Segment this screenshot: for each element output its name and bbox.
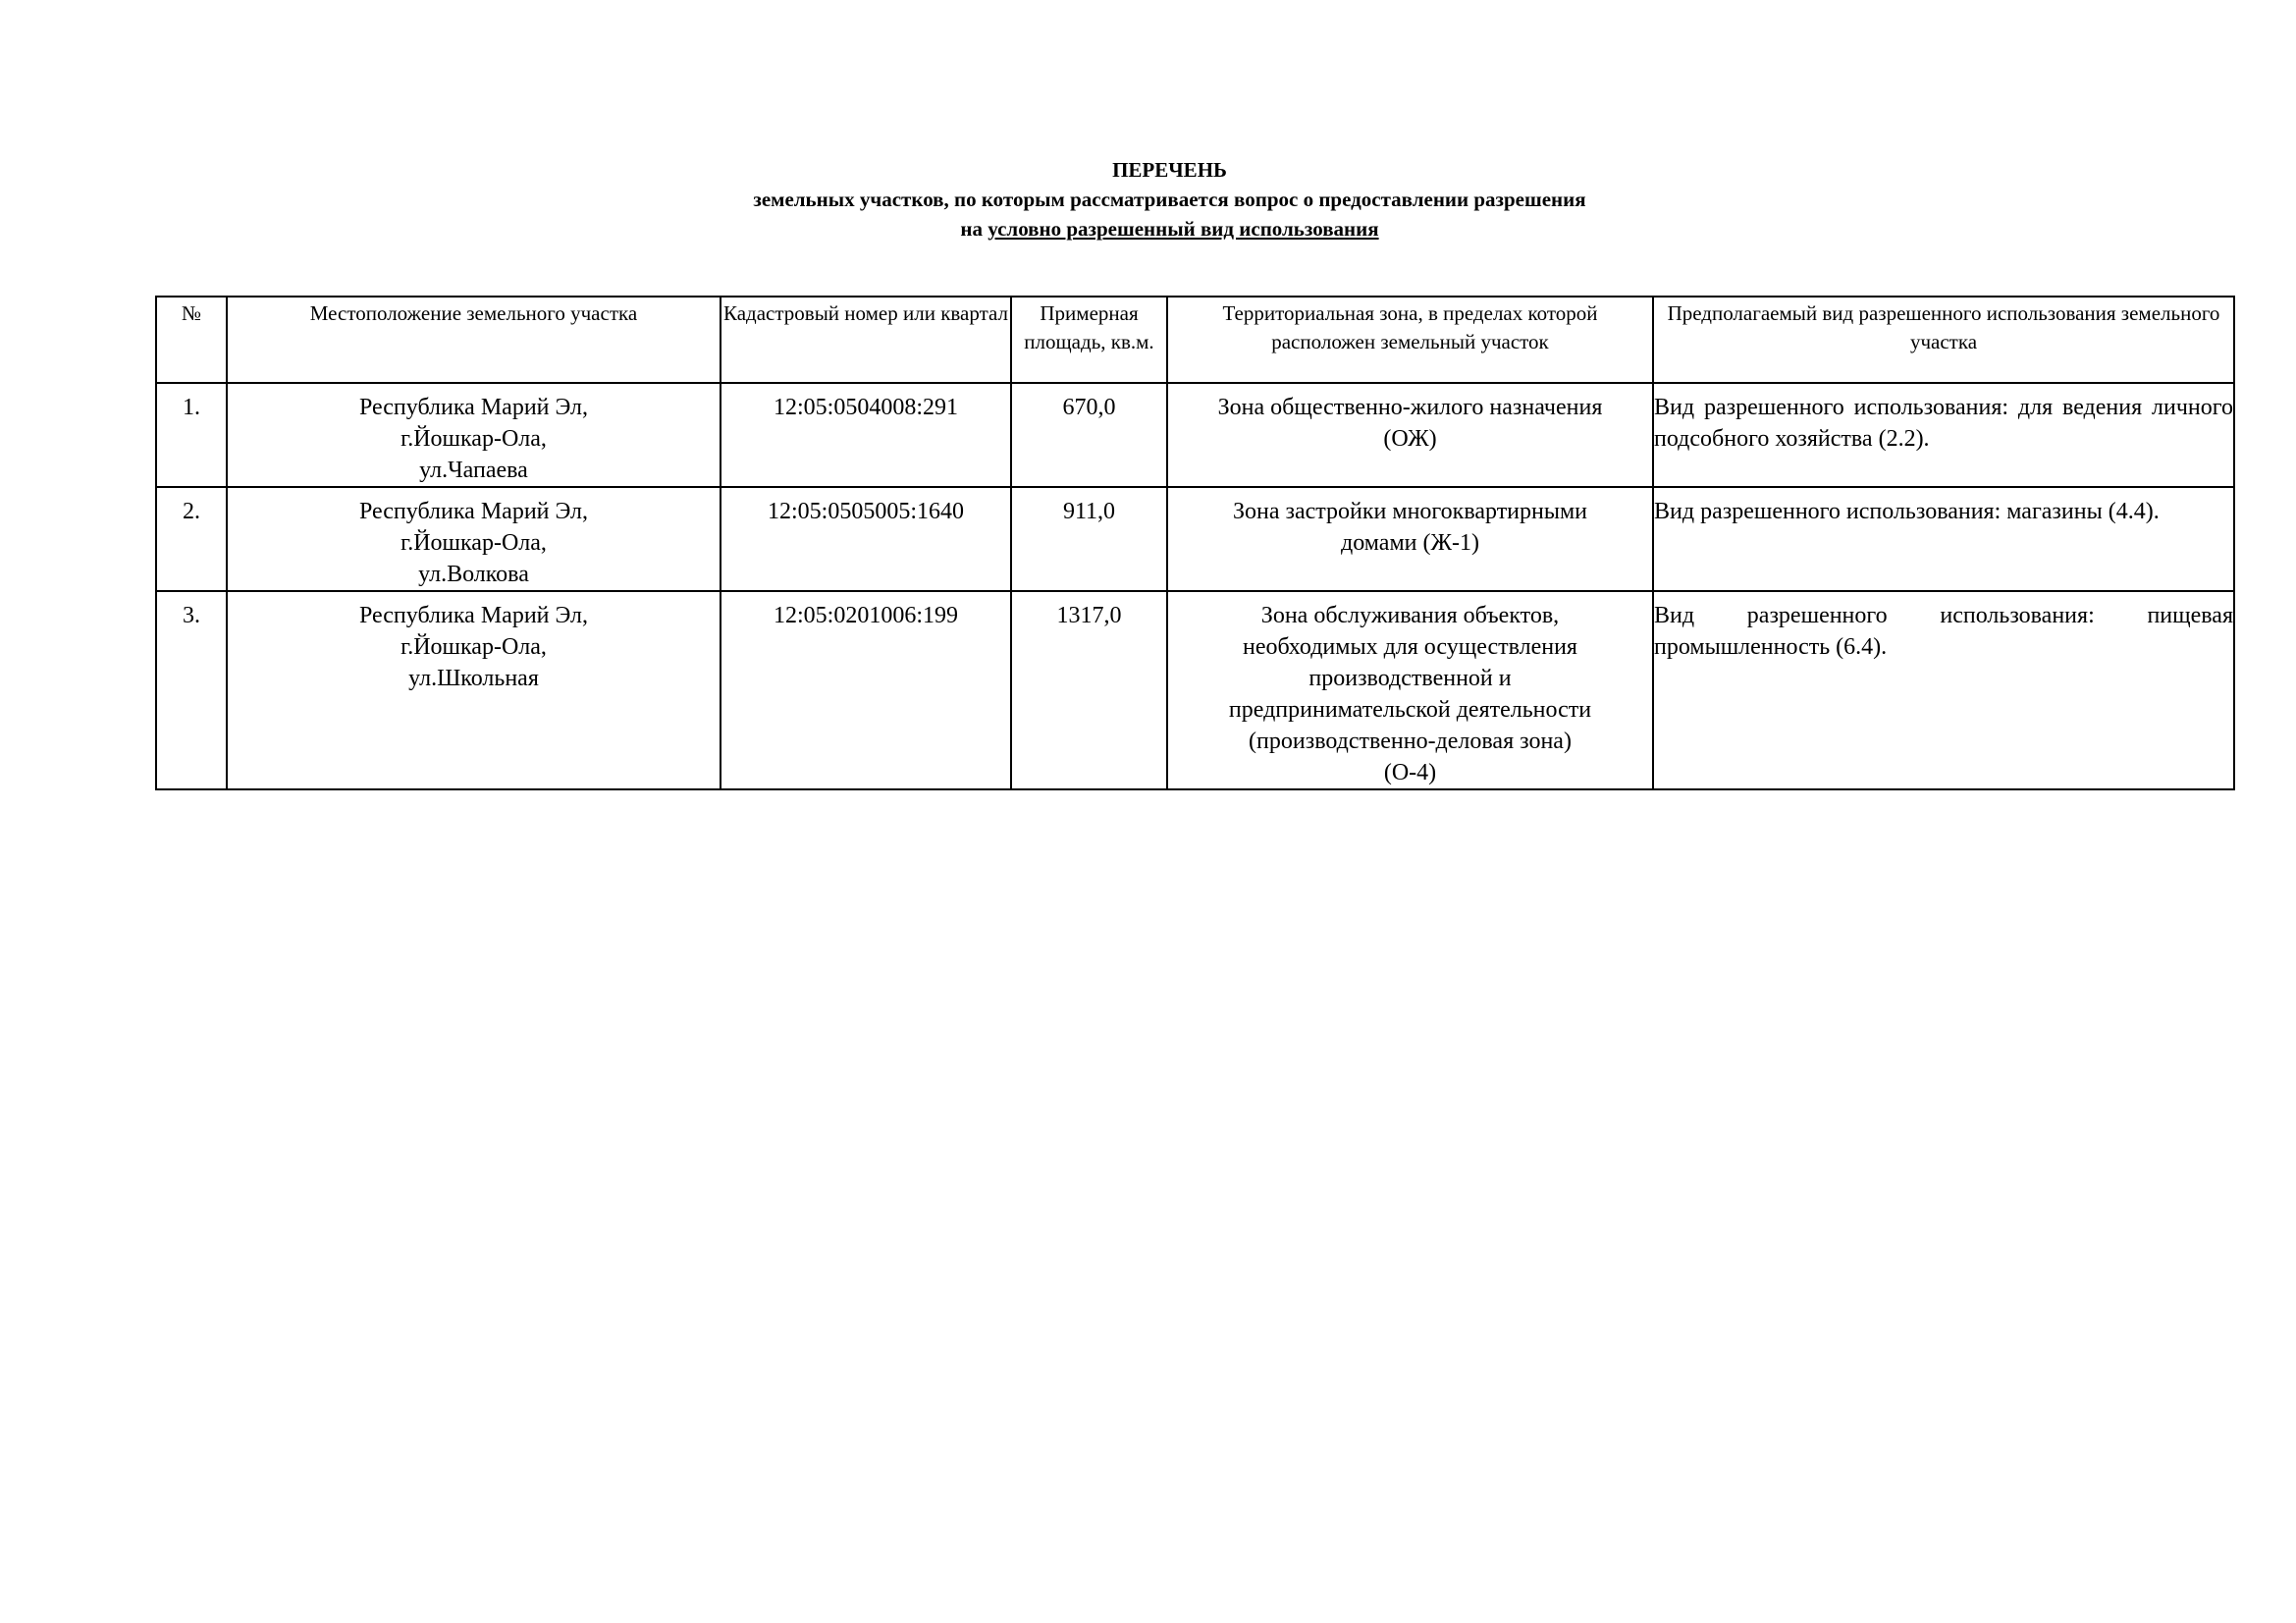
table-row (156, 591, 2234, 789)
cell-area: 1317,0 (1011, 591, 1167, 789)
location-city: г.Йошкар-Ола, (400, 634, 547, 660)
location-region: Республика Марий Эл, (358, 603, 589, 628)
zone-line: предпринимательской деятельности (1228, 697, 1592, 723)
subtitle-prefix: на (960, 217, 988, 241)
cell-use: Вид разрешенного использования: магазины (4.4). (1653, 487, 2234, 591)
cell-use: Вид разрешенного использования: пищевая промышленность (6.4). (1653, 591, 2234, 789)
location-region: Республика Марий Эл, (358, 499, 589, 524)
zone-line: (производственно-деловая зона) (1249, 729, 1572, 754)
document-subtitle: земельных участков, по которым рассматривается вопрос о предоставлении разрешения (753, 188, 1586, 211)
location-region: Республика Марий Эл, (358, 395, 589, 420)
subtitle-underlined-phrase: условно разрешенный вид использования (988, 217, 1379, 241)
column-header-use: Предполагаемый вид разрешенного использования земельного участка (1653, 297, 2234, 383)
cell-zone (1167, 591, 1653, 789)
zone-line: производственной и (1308, 666, 1512, 691)
zone-line: (ОЖ) (1383, 426, 1437, 452)
cell-use: Вид разрешенного использования: для ведения личного подсобного хозяйства (2.2). (1653, 383, 2234, 487)
cell-location (227, 487, 721, 591)
column-header-area: Примерная площадь, кв.м. (1011, 297, 1167, 383)
location-city: г.Йошкар-Ола, (400, 426, 547, 452)
location-city: г.Йошкар-Ола, (400, 530, 547, 556)
cell-area: 670,0 (1011, 383, 1167, 487)
zone-line: (О-4) (1383, 760, 1437, 785)
cell-number: 3. (156, 591, 227, 789)
document-title: ПЕРЕЧЕНЬ (1112, 158, 1227, 182)
cell-number: 2. (156, 487, 227, 591)
cell-number: 1. (156, 383, 227, 487)
cell-cadastral: 12:05:0201006:199 (721, 591, 1011, 789)
zone-line: домами (Ж-1) (1341, 530, 1479, 556)
document-header (0, 155, 2296, 243)
zone-line: необходимых для осуществления (1243, 634, 1577, 660)
zone-line: Зона обслуживания объектов, (1260, 603, 1560, 628)
cell-cadastral: 12:05:0504008:291 (721, 383, 1011, 487)
cell-location (227, 591, 721, 789)
document-subtitle-line3 (0, 214, 2296, 243)
zone-line: Зона застройки многоквартирными (1232, 499, 1588, 524)
location-street: ул.Волкова (418, 562, 529, 587)
location-street: ул.Школьная (408, 666, 539, 691)
table-row (156, 383, 2234, 487)
table-header-row (156, 297, 2234, 383)
land-plots-table (155, 296, 2235, 790)
table-body (156, 383, 2234, 789)
cell-location (227, 383, 721, 487)
cell-zone (1167, 383, 1653, 487)
column-header-zone: Территориальная зона, в пределах которой расположен земельный участок (1167, 297, 1653, 383)
column-header-cadastral: Кадастровый номер или квартал (721, 297, 1011, 383)
column-header-number: № (156, 297, 227, 383)
column-header-location: Местоположение земельного участка (227, 297, 721, 383)
table-header (156, 297, 2234, 383)
cell-zone (1167, 487, 1653, 591)
table-row (156, 487, 2234, 591)
zone-line: Зона общественно-жилого назначения (1217, 395, 1603, 420)
location-street: ул.Чапаева (419, 458, 528, 483)
cell-cadastral: 12:05:0505005:1640 (721, 487, 1011, 591)
cell-area: 911,0 (1011, 487, 1167, 591)
